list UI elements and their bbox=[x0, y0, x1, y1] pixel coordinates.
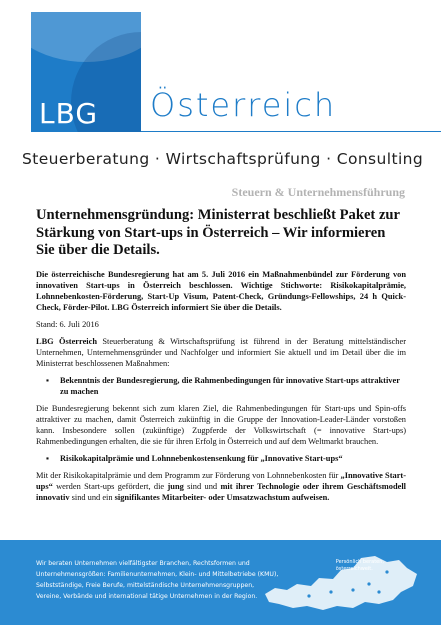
text-run: sind und bbox=[183, 481, 221, 491]
text-run: Mit der Risikokapitalprämie und dem Programm zur Förderung von Lohnnebenkosten für bbox=[36, 470, 341, 480]
text-run-bold: mit ihrer Technologie oder ihrem Geschäftsmodell innovativ bbox=[36, 481, 406, 502]
intro-text: Steuerberatung & Wirtschaftsprüfung ist führend in der Beratung mittelständischer Unternehmen, Unternehmensgründer und Nachfolger und informiert Sie aktuell und im Detail über die im Ministerrat beschlossenen Maßnahmen: bbox=[36, 336, 407, 368]
bullet-text: Bekenntnis der Bundesregierung, die Rahmenbedingungen für innovative Start-ups attraktiver zu machen bbox=[60, 375, 400, 396]
article-title: Unternehmensgründung: Ministerrat beschließt Paket zur Stärkung von Start-ups in Österreich – Wir informieren Sie über die Details. bbox=[36, 207, 400, 258]
bullet-item bbox=[46, 453, 406, 464]
text-run-bold: jung bbox=[167, 481, 184, 491]
article bbox=[36, 207, 406, 509]
map-note-line: Persönlich beraten, bbox=[335, 559, 384, 565]
text-run: sind und ein bbox=[69, 492, 115, 502]
map-note bbox=[336, 559, 384, 573]
text-run-bold: signifikantes Mitarbeiter- oder Umsatzwachstum aufweisen. bbox=[114, 492, 330, 502]
lead-text: Die österreichische Bundesregierung hat am 5. Juli 2016 ein Maßnahmenbündel zur Förderung von innovativen Start-ups in Österreich beschlossen. Wichtige Stichworte: Risikokapitalprämie, Lohnnebenkosten-Förderung, Start-Up Visum, Patent-Check, Gründungs-Fellowships, 24 h Quick-Check, Förder-Pilot. LBG Österreich informiert Sie über die Details. bbox=[36, 269, 406, 312]
map-note-line: österreichweit. bbox=[335, 566, 373, 572]
brand-divider bbox=[141, 131, 441, 132]
logo-text: LBG bbox=[39, 97, 99, 130]
body-paragraph: Die Bundesregierung bekennt sich zum klaren Ziel, die Rahmenbedingungen für Start-ups und Spin-offs attraktiver zu machen, damit Österreich zukünftig in die Gruppe der Innovation-Leader-Länder vorstoßen kann. Insbesondere sollen (zukünftige) Zugpferde der Volkswirtschaft (= innovative Start-ups) Rahmenbedingungen erhalten, die sie für ihren Erfolg in Österreich und auf dem Weltmarkt brauchen. bbox=[36, 403, 406, 446]
body-paragraph bbox=[36, 470, 406, 503]
section-label: Steuern & Unternehmensführung bbox=[231, 185, 405, 199]
header bbox=[0, 0, 441, 168]
text-run: werden Start-ups gefördert, die bbox=[52, 481, 168, 491]
intro-paragraph bbox=[36, 336, 406, 369]
text-run-bold: „Innovative Start-ups“ bbox=[36, 470, 406, 491]
intro-company: LBG Österreich bbox=[36, 336, 98, 346]
logo-box bbox=[31, 12, 141, 132]
footer-text: Wir beraten Unternehmen vielfältigster Branchen, Rechtsformen und Unternehmensgrößen: Familienunternehmen, Klein- und Mittelbetriebe (KMU), Selbstständige, Freie Berufe, mittelständische Unternehmensgruppen, Vereine, Verbände und international tätige Unternehmen in der Region. bbox=[36, 560, 279, 600]
bullet-marker: ▪ bbox=[46, 375, 49, 385]
bullet-item bbox=[46, 375, 406, 397]
date-line: Stand: 6. Juli 2016 bbox=[36, 319, 99, 329]
bullet-text: Risikokapitalprämie und Lohnnebenkostensenkung für „Innovative Start-ups“ bbox=[60, 453, 343, 463]
lead-paragraph bbox=[36, 269, 406, 313]
bullet-marker: ▪ bbox=[46, 453, 49, 463]
footer-band bbox=[0, 540, 441, 625]
tagline: Steuerberatung · Wirtschaftsprüfung · Consulting bbox=[22, 150, 424, 168]
brand-name: Österreich bbox=[150, 86, 337, 124]
